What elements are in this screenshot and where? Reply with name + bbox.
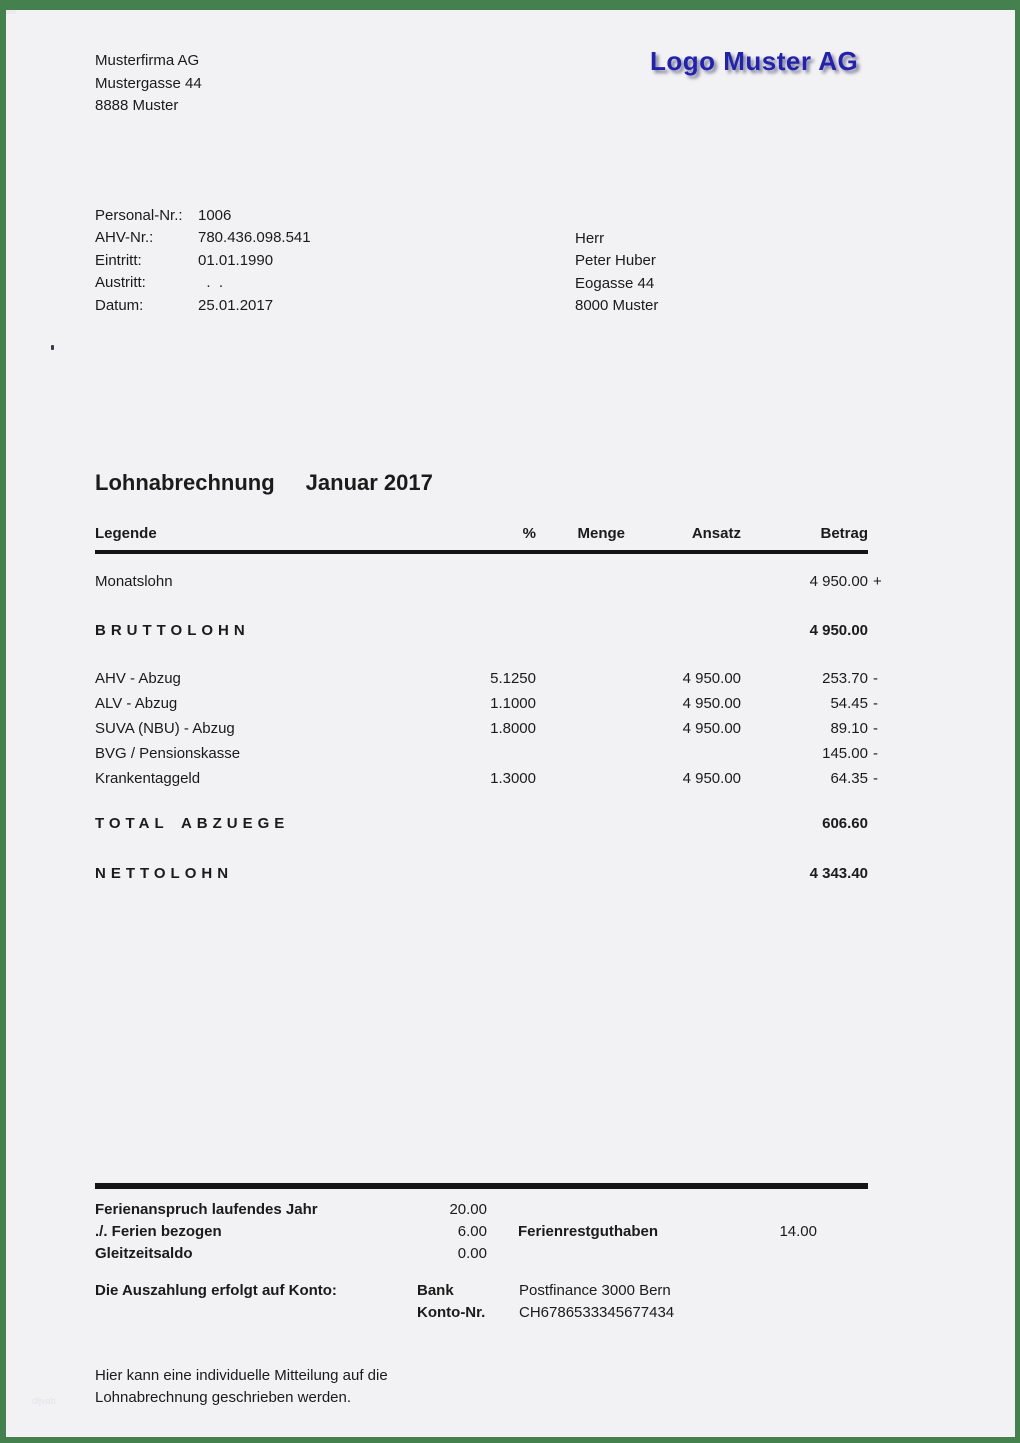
- vacation-row-gleitzeit: [95, 1243, 884, 1265]
- info-row-eintritt: [95, 250, 311, 272]
- row-sign: -: [873, 670, 878, 687]
- vacation-label: Ferienanspruch laufendes Jahr: [95, 1201, 318, 1218]
- vacation-value: 20.00: [449, 1201, 487, 1218]
- row-pct: 1.3000: [490, 770, 536, 787]
- row-label: TOTAL ABZUEGE: [95, 815, 290, 832]
- row-qty: [536, 741, 625, 766]
- footer-summary-block: [95, 1183, 884, 1324]
- salary-table: [95, 522, 884, 886]
- info-row-personal-nr: [95, 205, 311, 227]
- title-main: Lohnabrechnung: [95, 470, 275, 495]
- row-label: SUVA (NBU) - Abzug: [95, 720, 235, 737]
- row-amount: 4 950.00: [809, 573, 868, 590]
- company-city: 8888 Muster: [95, 97, 179, 114]
- row-sign: -: [873, 745, 878, 762]
- vacation-rest-value: 14.00: [779, 1223, 817, 1240]
- row-rate: 4 950.00: [682, 770, 741, 787]
- vacation-value: 0.00: [457, 1245, 487, 1262]
- row-sign: -: [873, 695, 878, 712]
- info-label: Eintritt:: [95, 251, 142, 269]
- table-row-alv-abzug: [95, 691, 884, 716]
- row-label: BRUTTOLOHN: [95, 622, 250, 639]
- recipient-city: 8000 Muster: [575, 297, 659, 315]
- footer-rule: [95, 1183, 868, 1189]
- info-value: . .: [198, 274, 224, 292]
- scan-artifact-dot: [51, 345, 54, 350]
- row-qty: [536, 569, 625, 594]
- info-value: 780.436.098.541: [198, 229, 311, 247]
- table-row-krankentaggeld: [95, 766, 884, 791]
- row-qty: [536, 716, 625, 741]
- row-pct: 1.1000: [490, 695, 536, 712]
- info-value: 1006: [198, 207, 232, 224]
- row-sign: -: [873, 770, 878, 787]
- row-label: NETTOLOHN: [95, 865, 234, 882]
- info-label: AHV-Nr.:: [95, 229, 154, 247]
- row-qty: [536, 666, 625, 691]
- info-label: Datum:: [95, 296, 144, 314]
- col-header-ansatz: Ansatz: [691, 525, 741, 542]
- payment-block: [95, 1280, 884, 1324]
- row-rate: 4 950.00: [682, 720, 741, 737]
- table-header-row: [95, 522, 884, 546]
- row-amount: 145.00: [822, 745, 868, 762]
- vacation-row-anspruch: [95, 1199, 884, 1221]
- title-period: Januar 2017: [305, 470, 433, 495]
- row-label: AHV - Abzug: [95, 670, 181, 687]
- page-title: [95, 470, 433, 496]
- account-value: CH6786533345677434: [519, 1304, 675, 1321]
- info-row-austritt: [95, 272, 311, 294]
- info-value: 01.01.1990: [198, 251, 274, 269]
- col-header-menge: Menge: [577, 525, 625, 542]
- col-header-legende: Legende: [95, 525, 157, 542]
- employee-info-block: [95, 205, 311, 317]
- recipient-street: Eogasse 44: [575, 274, 655, 292]
- company-street: Mustergasse 44: [95, 74, 202, 92]
- company-name: Musterfirma AG: [95, 52, 200, 69]
- table-row-bruttolohn: [95, 618, 884, 643]
- table-row-ahv-abzug: [95, 666, 884, 691]
- row-pct: [480, 741, 536, 766]
- row-amount: 89.10: [830, 720, 868, 737]
- table-row-total-abzuege: [95, 811, 884, 836]
- row-rate: [625, 741, 741, 766]
- bank-value: Postfinance 3000 Bern: [519, 1282, 671, 1299]
- row-amount: 4 343.40: [809, 865, 868, 882]
- row-rate: 4 950.00: [682, 670, 741, 687]
- row-pct: 1.8000: [490, 720, 536, 737]
- note-line-2: Lohnabrechnung geschrieben werden.: [95, 1389, 352, 1406]
- row-label: BVG / Pensionskasse: [95, 745, 241, 762]
- account-label: Konto-Nr.: [417, 1304, 486, 1321]
- table-row-nettolohn: [95, 861, 884, 886]
- row-qty: [536, 691, 625, 716]
- scan-artifact-corner: [2, 5, 16, 14]
- company-logo: Logo Muster AG: [650, 46, 859, 76]
- info-row-ahv-nr: [95, 227, 311, 249]
- row-pct: 5.1250: [490, 670, 536, 687]
- recipient-salutation: Herr: [575, 230, 605, 247]
- row-label: ALV - Abzug: [95, 695, 178, 712]
- table-row-bvg-pensionskasse: [95, 741, 884, 766]
- note-line-1: Hier kann eine individuelle Mitteilung auf die: [95, 1367, 388, 1384]
- payment-row-account: [95, 1302, 884, 1324]
- info-value: 25.01.2017: [198, 296, 274, 314]
- info-label: Personal-Nr.:: [95, 207, 183, 224]
- row-amount: 606.60: [822, 815, 868, 832]
- recipient-name: Peter Huber: [575, 252, 656, 270]
- table-row-suva-abzug: [95, 716, 884, 741]
- row-rate: 4 950.00: [682, 695, 741, 712]
- vacation-value: 6.00: [457, 1223, 487, 1240]
- row-amount: 253.70: [822, 670, 868, 687]
- row-amount: 4 950.00: [809, 622, 868, 639]
- vacation-row-bezogen: [95, 1221, 884, 1243]
- table-row-monatslohn: [95, 569, 884, 594]
- row-rate: [625, 569, 741, 594]
- recipient-address-block: [575, 228, 658, 318]
- col-header-betrag: Betrag: [820, 525, 868, 542]
- payment-label: Die Auszahlung erfolgt auf Konto:: [95, 1282, 337, 1299]
- row-label: Monatslohn: [95, 573, 173, 590]
- row-amount: 54.45: [830, 695, 868, 712]
- watermark: dljvab: [32, 1396, 56, 1406]
- info-row-datum: [95, 295, 311, 317]
- row-sign: -: [873, 720, 878, 737]
- vacation-label: Gleitzeitsaldo: [95, 1245, 193, 1262]
- payment-row-bank: [95, 1280, 884, 1302]
- row-pct: [480, 569, 536, 594]
- info-label: Austritt:: [95, 274, 146, 292]
- vacation-rest-label: Ferienrestguthaben: [518, 1223, 659, 1240]
- company-address-block: [95, 50, 202, 118]
- note-block: [95, 1365, 388, 1409]
- row-sign: +: [873, 573, 882, 590]
- bank-label: Bank: [417, 1282, 454, 1299]
- row-label: Krankentaggeld: [95, 770, 201, 787]
- col-header-percent: %: [522, 525, 536, 542]
- vacation-label: ./. Ferien bezogen: [95, 1223, 222, 1240]
- row-qty: [536, 766, 625, 791]
- row-amount: 64.35: [830, 770, 868, 787]
